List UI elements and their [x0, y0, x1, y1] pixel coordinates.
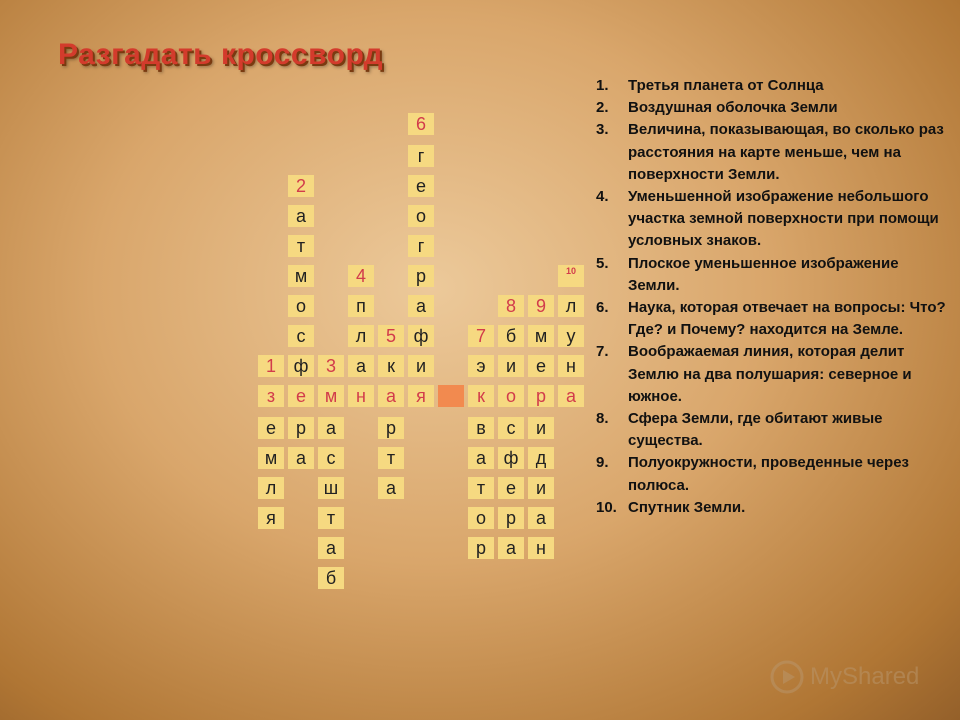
crossword-cell: р [468, 537, 494, 559]
clue-text: Полуокружности, проведенные через полюса. [628, 454, 910, 494]
watermark [770, 660, 930, 694]
clue-text: Плоское уменьшенное изображение Земли. [628, 254, 899, 294]
clue-number: 10. [596, 498, 617, 516]
crossword-cell: р [378, 417, 404, 439]
crossword-cell: т [318, 507, 344, 529]
clue-item [596, 497, 948, 519]
crossword-cell: о [468, 507, 494, 529]
clue-text: Третья планета от Солнца [628, 77, 824, 94]
crossword-cell: а [408, 295, 434, 317]
crossword-blank-cell [438, 385, 464, 407]
crossword-cell: г [408, 145, 434, 167]
crossword-cell: е [498, 477, 524, 499]
crossword-cell: э [468, 355, 494, 377]
clue-number: 3. [596, 121, 609, 139]
crossword-cell: м [528, 325, 554, 347]
crossword-number-cell: 1 [258, 355, 284, 377]
crossword-cell: с [318, 447, 344, 469]
crossword-number-cell: 9 [528, 295, 554, 317]
crossword-cell: а [378, 477, 404, 499]
clue-item [596, 452, 948, 496]
crossword-cell: т [288, 235, 314, 257]
crossword-cell: и [408, 355, 434, 377]
crossword-cell: з [258, 385, 284, 407]
crossword-cell: е [528, 355, 554, 377]
clue-number: 9. [596, 454, 609, 472]
crossword-cell: к [468, 385, 494, 407]
crossword-cell: л [258, 477, 284, 499]
crossword-cell: в [468, 417, 494, 439]
clue-item [596, 408, 948, 452]
crossword-cell: б [498, 325, 524, 347]
crossword-cell: а [378, 385, 404, 407]
clue-number: 4. [596, 188, 609, 206]
crossword-cell: и [528, 477, 554, 499]
clue-item [596, 297, 948, 341]
clue-text: Уменьшенной изображение небольшого участка земной поверхности при помощи условных знаков. [628, 188, 939, 250]
crossword-cell: а [288, 205, 314, 227]
crossword-cell: ф [498, 447, 524, 469]
crossword-cell: а [528, 507, 554, 529]
watermark-text: MyShared [810, 663, 920, 690]
crossword-cell: и [498, 355, 524, 377]
crossword-number-cell: 4 [348, 265, 374, 287]
crossword-cell: л [558, 295, 584, 317]
crossword-cell: м [318, 385, 344, 407]
crossword-cell: д [528, 447, 554, 469]
crossword-number-cell: 7 [468, 325, 494, 347]
clue-number: 5. [596, 254, 609, 272]
crossword-cell: о [498, 385, 524, 407]
crossword-cell: с [288, 325, 314, 347]
clue-number: 1. [596, 77, 609, 94]
crossword-number-cell: 5 [378, 325, 404, 347]
crossword-cell: а [318, 417, 344, 439]
crossword-cell: м [258, 447, 284, 469]
clue-item [596, 253, 948, 297]
crossword-cell: а [288, 447, 314, 469]
crossword-cell: и [528, 417, 554, 439]
crossword-cell: р [528, 385, 554, 407]
crossword-cell: р [288, 417, 314, 439]
crossword-cell: е [258, 417, 284, 439]
clue-text: Воздушная оболочка Земли [628, 99, 838, 117]
clue-text: Спутник Земли. [628, 498, 746, 516]
clue-item [596, 75, 948, 97]
crossword-cell: а [468, 447, 494, 469]
crossword-cell: н [558, 355, 584, 377]
clue-number: 6. [596, 299, 609, 317]
crossword-number-cell: 6 [408, 113, 434, 135]
crossword-cell: п [348, 295, 374, 317]
clue-item [596, 97, 948, 119]
crossword-cell: ш [318, 477, 344, 499]
clue-number: 7. [596, 343, 609, 361]
crossword-cell: ф [408, 325, 434, 347]
crossword-cell: я [258, 507, 284, 529]
crossword-cell: т [468, 477, 494, 499]
crossword-number-cell: 10 [558, 265, 584, 287]
crossword-number-cell: 8 [498, 295, 524, 317]
crossword-number-cell: 3 [318, 355, 344, 377]
crossword-cell: р [408, 265, 434, 287]
crossword-cell: р [498, 507, 524, 529]
crossword-cell: с [498, 417, 524, 439]
clue-item [596, 186, 948, 253]
clue-text: Воображаемая линия, которая делит Землю на два полушария: северное и южное. [628, 343, 912, 405]
crossword-cell: е [408, 175, 434, 197]
crossword-cell: т [378, 447, 404, 469]
crossword-cell: у [558, 325, 584, 347]
clue-number: 2. [596, 99, 609, 117]
clue-list [596, 75, 948, 519]
crossword-cell: л [348, 325, 374, 347]
clue-text: Наука, которая отвечает на вопросы: Что? Где? и Почему? находится на Земле. [628, 299, 946, 339]
clue-text: Сфера Земли, где обитают живые существа. [628, 410, 883, 450]
crossword-cell: а [348, 355, 374, 377]
crossword-cell: о [288, 295, 314, 317]
clue-item [596, 341, 948, 408]
crossword-cell: о [408, 205, 434, 227]
crossword-cell: б [318, 567, 344, 589]
clue-text: Величина, показывающая, во сколько раз расстояния на карте меньше, чем на поверхности Земли. [628, 121, 944, 183]
crossword-cell: м [288, 265, 314, 287]
page-title: Разгадать кроссворд [58, 38, 384, 71]
crossword-cell: я [408, 385, 434, 407]
clue-number: 8. [596, 410, 609, 428]
crossword-cell: г [408, 235, 434, 257]
crossword-cell: н [348, 385, 374, 407]
myshared-logo-icon [770, 660, 804, 694]
crossword-cell: а [318, 537, 344, 559]
crossword-cell: к [378, 355, 404, 377]
clue-item [596, 119, 948, 186]
crossword-cell: ф [288, 355, 314, 377]
crossword-cell: е [288, 385, 314, 407]
crossword-cell: а [498, 537, 524, 559]
crossword-cell: н [528, 537, 554, 559]
crossword-cell: а [558, 385, 584, 407]
crossword-number-cell: 2 [288, 175, 314, 197]
